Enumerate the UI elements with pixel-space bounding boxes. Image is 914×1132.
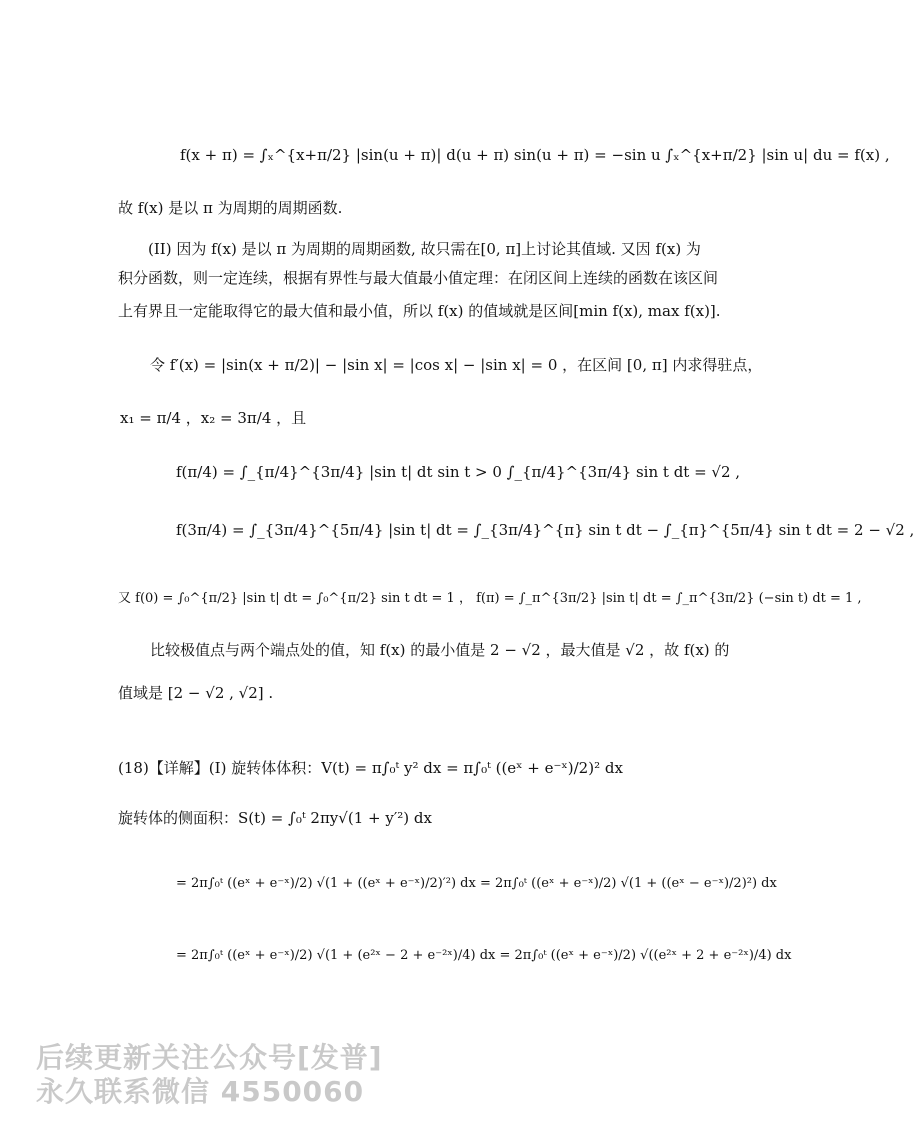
- text-line: 比较极值点与两个端点处的值，知 f(x) 的最小值是 2 − √2 ，最大值是 √2 ，故 f(x) 的: [150, 641, 730, 659]
- formula-derivative: 令 f′(x) = |sin(x + π/2)| − |sin x| = |cos x| − |sin x| = 0 ，在区间 [0, π] 内求得驻点，: [150, 356, 763, 374]
- formula-lateral-area-step1: = 2π∫₀ᵗ ((eˣ + e⁻ˣ)/2) √(1 + ((eˣ + e⁻ˣ)/2)′²) dx = 2π∫₀ᵗ ((eˣ + e⁻ˣ)/2) √(1 + ((eˣ − e⁻ˣ)/2)²) dx: [176, 876, 777, 891]
- watermark-line-2: 永久联系微信 4550060: [36, 1075, 365, 1108]
- formula-periodicity: f(x + π) = ∫ₓ^{x+π/2} |sin(u + π)| d(u + π) sin(u + π) = −sin u ∫ₓ^{x+π/2} |sin u| du = f(x) ,: [180, 146, 890, 164]
- text-line: 积分函数，则一定连续，根据有界性与最大值最小值定理：在闭区间上连续的函数在该区间: [118, 269, 719, 287]
- text-line: 上有界且一定能取得它的最大值和最小值，所以 f(x) 的值域就是区间[min f(x), max f(x)].: [118, 302, 721, 320]
- watermark-line-1: 后续更新关注公众号[发普]: [36, 1041, 383, 1074]
- text-line: (II) 因为 f(x) 是以 π 为周期的周期函数, 故只需在[0, π]上讨论其值域. 又因 f(x) 为: [148, 240, 701, 258]
- formula-f-3pi-over-4: f(3π/4) = ∫_{3π/4}^{5π/4} |sin t| dt = ∫_{3π/4}^{π} sin t dt − ∫_{π}^{5π/4} sin t dt = 2 − √2 ,: [176, 521, 914, 539]
- formula-f-pi-over-4: f(π/4) = ∫_{π/4}^{3π/4} |sin t| dt sin t > 0 ∫_{π/4}^{3π/4} sin t dt = √2 ,: [176, 463, 741, 481]
- formula-lateral-area: 旋转体的侧面积：S(t) = ∫₀ᵗ 2πy√(1 + y′²) dx: [118, 809, 432, 827]
- formula-lateral-area-step2: = 2π∫₀ᵗ ((eˣ + e⁻ˣ)/2) √(1 + (e²ˣ − 2 + e⁻²ˣ)/4) dx = 2π∫₀ᵗ ((eˣ + e⁻ˣ)/2) √((e²ˣ + 2 + e⁻²ˣ)/4) dx: [176, 948, 792, 963]
- text-line: 值域是 [2 − √2 , √2] .: [118, 684, 274, 702]
- formula-volume: (18)【详解】(I) 旋转体体积：V(t) = π∫₀ᵗ y² dx = π∫₀ᵗ ((eˣ + e⁻ˣ)/2)² dx: [118, 759, 623, 777]
- text-line: 故 f(x) 是以 π 为周期的周期函数.: [118, 199, 343, 217]
- formula-endpoints: 又 f(0) = ∫₀^{π/2} |sin t| dt = ∫₀^{π/2} sin t dt = 1 ， f(π) = ∫_π^{3π/2} |sin t| dt = ∫_π^{3π/2} (−sin t) dt = 1 ,: [118, 591, 862, 606]
- formula-stationary-points: x₁ = π/4 ，x₂ = 3π/4 ，且: [120, 409, 307, 427]
